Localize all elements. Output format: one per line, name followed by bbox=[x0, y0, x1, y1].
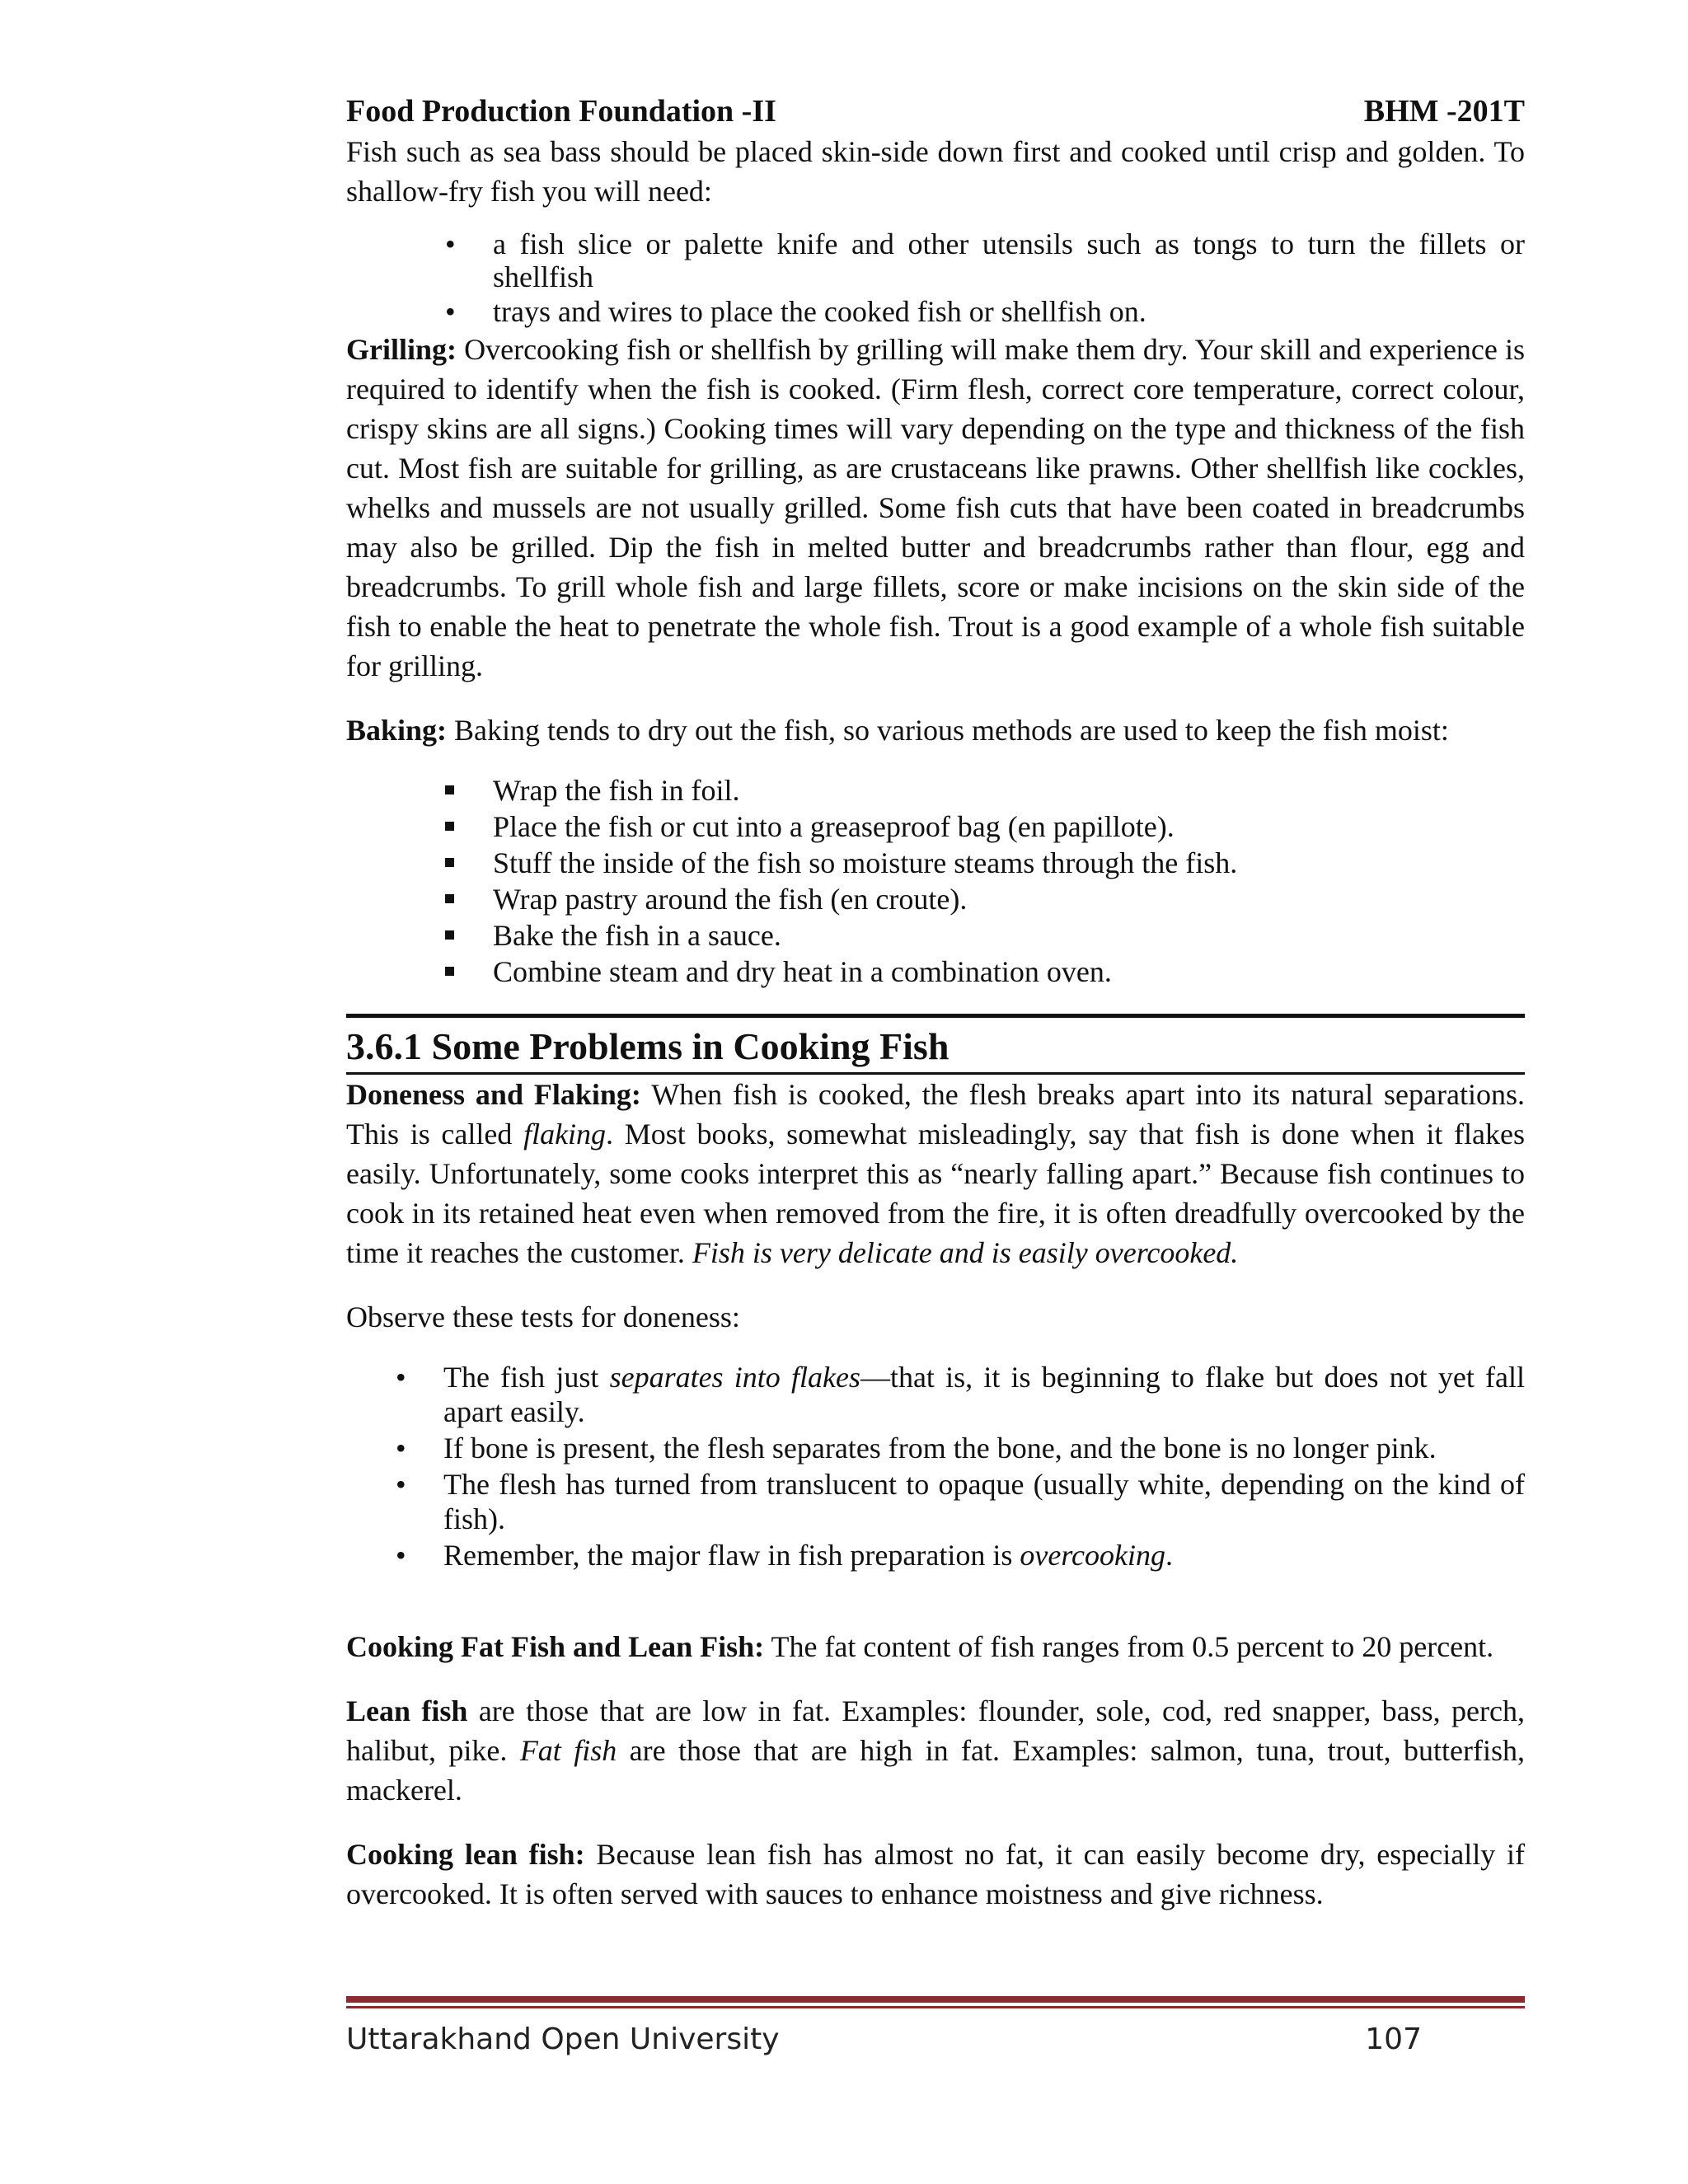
square-bullet-icon bbox=[445, 785, 454, 794]
baking-label: Baking: bbox=[346, 714, 448, 747]
square-bullet-icon bbox=[445, 967, 454, 976]
intro-paragraph: Fish such as sea bass should be placed skin-side down first and cooked until crisp and golden. To shallow-fry fish you will need: bbox=[346, 135, 1525, 208]
square-bullet-icon bbox=[445, 822, 454, 831]
section-heading: 3.6.1 Some Problems in Cooking Fish bbox=[346, 1014, 1525, 1075]
grilling-paragraph: Grilling: Overcooking fish or shellfish by grilling will make them dry. Your skill and experience is required to identify when the fish is cooked. (Firm flesh, correct core temperature, correct colour, crispy skins are all signs.) Cooking times will vary depending on the type and thickness of the fish cut. Most fish are suitable for grilling, as are crustaceans like prawns. Other shellfish like cockles, whelks and mussels are not usually grilled. Some fish cuts that have been coated in breadcrumbs may also be grilled. Dip the fish in melted butter and breadcrumbs rather than flour, egg and breadcrumbs. To grill whole fish and large fillets, score or make incisions on the skin side of the fish to enable the heat to penetrate the whole fish. Trout is a good example of a whole fish suitable for grilling. bbox=[346, 333, 1525, 682]
bullet-icon: • bbox=[396, 1432, 406, 1465]
bullet-icon: • bbox=[396, 1361, 406, 1394]
baking-list bbox=[346, 773, 1525, 989]
page-footer bbox=[346, 2019, 1422, 2060]
list-item: Bake the fish in a sauce. bbox=[346, 918, 1525, 953]
bullet-icon: • bbox=[396, 1539, 406, 1572]
list-item: • The fish just separates into flakes—that is, it is beginning to flake but does not yet fall apart easily. bbox=[396, 1361, 1525, 1428]
list-item: Combine steam and dry heat in a combination oven. bbox=[346, 954, 1525, 989]
list-item: • If bone is present, the flesh separates from the bone, and the bone is no longer pink. bbox=[396, 1432, 1437, 1465]
list-item: • The flesh has turned from translucent to opaque (usually white, depending on the kind of fish). bbox=[396, 1468, 1525, 1535]
list-item: • Remember, the major flaw in fish preparation is overcooking. bbox=[396, 1539, 1173, 1572]
bullet-icon: • bbox=[445, 227, 456, 260]
grilling-label: Grilling: bbox=[346, 333, 457, 366]
page-header bbox=[346, 91, 1525, 132]
list-item: Wrap pastry around the fish (en croute). bbox=[346, 882, 1525, 916]
square-bullet-icon bbox=[445, 858, 454, 867]
course-title: Food Production Foundation -II bbox=[346, 94, 776, 129]
list-item: • trays and wires to place the cooked fish or shellfish on. bbox=[445, 295, 1146, 328]
bullet-icon: • bbox=[445, 295, 456, 328]
document-page bbox=[346, 91, 1525, 1914]
doneness-paragraph: Doneness and Flaking: When fish is cooked, the flesh breaks apart into its natural separations. This is called flaking. Most books, somewhat misleadingly, say that fish is done when it flakes easily. Unfortunately, some cooks interpret this as “nearly falling apart.” Because fish continues to cook in its retained heat even when removed from the fire, it is often dreadfully overcooked by the time it reaches the customer. Fish is very delicate and is easily overcooked. bbox=[346, 1078, 1525, 1269]
cooking-lean-paragraph: Cooking lean fish: Because lean fish has almost no fat, it can easily become dry, especially if overcooked. It is often served with sauces to enhance moistness and give richness. bbox=[346, 1838, 1525, 1910]
page-number: 107 bbox=[1365, 2022, 1422, 2056]
doneness-label: Doneness and Flaking: bbox=[346, 1078, 641, 1111]
fat-lean-label: Cooking Fat Fish and Lean Fish: bbox=[346, 1630, 765, 1663]
cooking-lean-label: Cooking lean fish: bbox=[346, 1838, 585, 1871]
university-name: Uttarakhand Open University bbox=[346, 2022, 780, 2056]
fat-lean-paragraph: Cooking Fat Fish and Lean Fish: The fat content of fish ranges from 0.5 percent to 20 percent. bbox=[346, 1630, 1494, 1663]
list-item: • a fish slice or palette knife and other utensils such as tongs to turn the fillets or shellfish bbox=[445, 227, 1525, 293]
lean-fish-label: Lean fish bbox=[346, 1694, 468, 1727]
doneness-tests-list bbox=[346, 1360, 1525, 1572]
list-item: Place the fish or cut into a greaseproof bag (en papillote). bbox=[346, 809, 1525, 844]
list-item: Wrap the fish in foil. bbox=[346, 773, 1525, 808]
baking-paragraph: Baking: Baking tends to dry out the fish, so various methods are used to keep the fish moist: bbox=[346, 714, 1449, 747]
list-item: Stuff the inside of the fish so moisture steams through the fish. bbox=[346, 846, 1525, 880]
square-bullet-icon bbox=[445, 894, 454, 903]
lean-fish-paragraph: Lean fish are those that are low in fat. Examples: flounder, sole, cod, red snapper, bass, perch, halibut, pike. Fat fish are those that are high in fat. Examples: salmon, tuna, trout, butterfish, mackerel. bbox=[346, 1694, 1526, 1807]
course-code: BHM -201T bbox=[1363, 94, 1525, 129]
bullet-icon: • bbox=[396, 1468, 406, 1501]
shallow-fry-list bbox=[346, 227, 1525, 328]
square-bullet-icon bbox=[445, 930, 454, 940]
footer-rule-thick bbox=[346, 1996, 1525, 2003]
footer-rule-thin bbox=[346, 2006, 1525, 2008]
observe-paragraph: Observe these tests for doneness: bbox=[346, 1301, 740, 1333]
